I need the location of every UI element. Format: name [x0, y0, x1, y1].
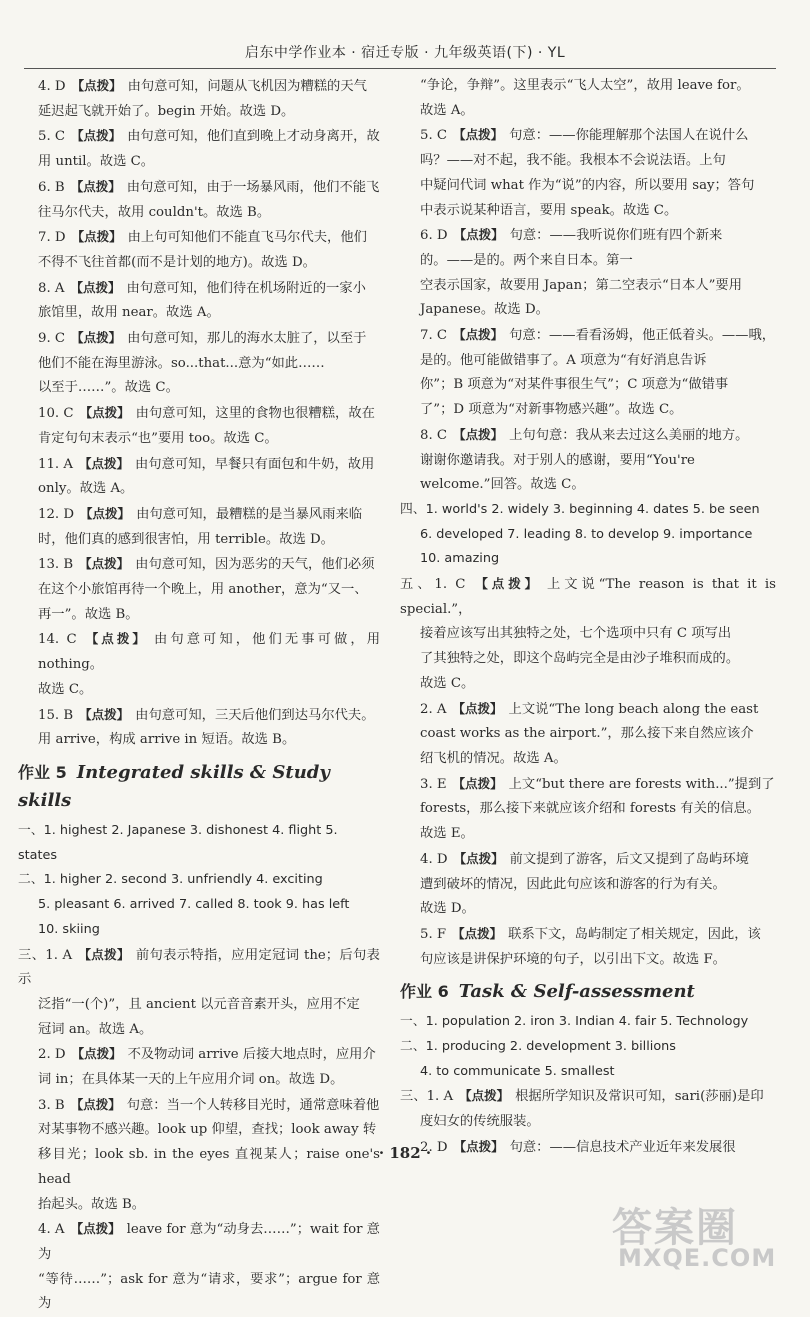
tip-label: 【点拨】 — [71, 229, 122, 245]
tip-label: 【点拨】 — [82, 631, 148, 647]
tip-label: 【点拨】 — [453, 850, 504, 866]
answer-text: 句意：——信息技术产业近年来发展很 — [509, 1139, 736, 1155]
answer-text: 词 in；在具体某一天的上午应用介词 on。故选 D。 — [38, 1072, 344, 1088]
answer-text: 往马尔代夫，故用 couldn't。故选 B。 — [38, 204, 271, 220]
answer-text: 时，他们真的感到很害怕，用 terrible。故选 D。 — [38, 531, 334, 547]
answer-text: forests，那么接下来就应该介绍和 forests 有关的信息。 — [420, 801, 761, 817]
answer-text: 用 arrive，构成 arrive in 短语。故选 B。 — [38, 732, 296, 748]
answer-line — [38, 1093, 380, 1119]
answer-text: 接着应该写出其独特之处，七个选项中只有 C 项写出 — [420, 626, 732, 642]
tip-label: 【点拨】 — [452, 925, 503, 941]
answer-line — [38, 225, 380, 251]
tip-label: 【点拨】 — [471, 576, 542, 592]
tip-label: 【点拨】 — [71, 330, 122, 346]
section-heading — [18, 759, 380, 815]
answer-number: 三、1. A — [400, 1089, 454, 1105]
answer-item — [400, 772, 776, 847]
answer-item — [18, 703, 380, 753]
answer-text: 吗？——对不起，我不能。我根本不会说法语。上句 — [420, 153, 726, 169]
answer-text: 的。——是的。两个来自日本。第一 — [420, 252, 633, 268]
answer-line — [38, 703, 380, 729]
answer-text: 前文提到了游客，后文又提到了岛屿环境 — [509, 851, 749, 867]
answer-number: 6. B — [38, 179, 65, 195]
running-header: 启东中学作业本 · 宿迁专版 · 九年级英语(下) · YL — [244, 45, 566, 61]
tip-label: 【点拨】 — [70, 1221, 121, 1237]
answer-text: 故选 C。 — [420, 675, 475, 691]
answer-line — [38, 74, 380, 100]
answer-item — [18, 1042, 380, 1092]
answer-number: 9. C — [38, 331, 66, 347]
exercise-line: 4. to communicate 5. smallest — [420, 1063, 615, 1079]
answer-number: 11. A — [38, 456, 73, 472]
answer-number: 2. D — [420, 1139, 448, 1155]
answer-line — [420, 423, 776, 449]
watermark-url: MXQE.COM — [618, 1244, 777, 1272]
exercise-line: 5. pleasant 6. arrived 7. called 8. took 9. has left — [38, 897, 350, 913]
answer-text: 句意：——我听说你们班有四个新来 — [509, 228, 723, 244]
answer-text: 由句意可知，他们待在机场附近的一家小 — [126, 280, 366, 296]
answer-line — [38, 326, 380, 352]
answer-text: 上文说“The reason is that it is special.”， — [400, 577, 776, 617]
answer-text: 旅馆里，故用 near。故选 A。 — [38, 305, 220, 321]
answer-line — [38, 552, 380, 578]
answer-text: “争论，争辩”。这里表示“飞人太空”，故用 leave for。 — [420, 78, 750, 93]
answer-number: 6. D — [420, 228, 448, 244]
answer-line — [18, 943, 380, 993]
tip-label: 【点拨】 — [80, 505, 131, 521]
answer-item — [18, 552, 380, 627]
answer-line — [420, 922, 776, 948]
answer-text: 由句意可知，问题从飞机因为糟糕的天气 — [127, 79, 367, 94]
exercise-line: 10. amazing — [420, 551, 500, 567]
answer-item — [18, 225, 380, 275]
answer-number: 5. C — [38, 129, 66, 145]
answer-text: 中表示说某种语言，要用 speak。故选 C。 — [420, 202, 678, 218]
answer-text: coast works as the airport.”，那么接下来自然应该介 — [420, 726, 754, 742]
answer-text: “等待……”；ask for 意为“请求，要求”；argue for 意为 — [38, 1271, 380, 1312]
answer-text: 抬起头。故选 B。 — [38, 1196, 146, 1212]
answer-text: 句应该是讲保护环境的句子，以引出下文。故选 F。 — [420, 951, 726, 967]
answer-item — [18, 943, 380, 1043]
tip-label: 【点拨】 — [71, 78, 122, 93]
answer-item — [18, 74, 380, 124]
right-column — [400, 74, 776, 1161]
answer-text: 上文说“The long beach along the east — [508, 701, 759, 717]
answer-text: 延迟起飞就开始了。begin 开始。故选 D。 — [38, 103, 295, 119]
answer-line — [38, 452, 380, 478]
tip-label: 【点拨】 — [70, 1096, 121, 1112]
answer-text: 故选 E。 — [420, 826, 474, 842]
section-heading — [400, 978, 776, 1006]
answer-line — [38, 502, 380, 528]
answer-item — [400, 223, 776, 323]
answer-text: 中疑问代词 what 作为“说”的内容，所以要用 say；答句 — [420, 177, 755, 193]
answer-text: 你”；B 项意为“对某件事很生气”；C 项意为“做错事 — [420, 377, 729, 393]
answer-number: 4. D — [420, 851, 448, 867]
answer-number: 五、1. C — [400, 577, 466, 593]
answer-item — [400, 423, 776, 498]
answer-text: 冠词 an。故选 A。 — [38, 1021, 153, 1037]
answer-text: 上文“but there are forests with...”提到了 — [508, 776, 775, 792]
answer-text: leave for 意为“动身去……”；wait for 意为 — [38, 1222, 380, 1262]
answer-line — [420, 772, 776, 798]
answer-text: 了其独特之处，即这个岛屿完全是由沙子堆积而成的。 — [420, 651, 740, 667]
tip-label: 【点拨】 — [79, 706, 130, 722]
watermark-logo — [612, 1196, 788, 1276]
answer-item — [18, 1217, 380, 1317]
answer-item — [400, 323, 776, 423]
answer-line — [38, 401, 380, 427]
answer-item — [18, 502, 380, 552]
answer-number: 13. B — [38, 557, 74, 573]
answer-number: 4. A — [38, 1222, 65, 1238]
answer-text: 联系下文，岛屿制定了相关规定，因此，该 — [508, 926, 761, 942]
answer-number: 14. C — [38, 632, 77, 648]
answer-item — [400, 847, 776, 922]
answer-number: 5. F — [420, 926, 447, 942]
answer-text: 他们不能在海里游泳。so...that...意为“如此…… — [38, 355, 325, 371]
exercise-line: 10. skiing — [38, 921, 100, 937]
answer-text: 由句意可知，那儿的海水太脏了，以至于 — [127, 331, 367, 347]
tip-label: 【点拨】 — [453, 127, 504, 143]
answer-text: 对某事物不感兴趣。look up 仰望，查找；look away 转 — [38, 1122, 377, 1138]
tip-label: 【点拨】 — [78, 946, 130, 962]
watermark-text: 答案圈 — [612, 1205, 738, 1251]
answer-number: 2. A — [420, 701, 447, 717]
answer-text: 肯定句句末表示“也”要用 too。故选 C。 — [38, 430, 278, 446]
answer-text: 用 until。故选 C。 — [38, 154, 155, 170]
answer-item — [18, 452, 380, 502]
tip-label: 【点拨】 — [71, 128, 122, 144]
answer-text: 泛指“一(个)”，且 ancient 以元音音素开头，应用不定 — [38, 996, 360, 1012]
answer-line — [38, 1042, 380, 1068]
answer-text: 不得不飞往首都(而不是计划的地方)。故选 D。 — [38, 254, 316, 270]
answer-number: 7. D — [38, 230, 66, 246]
section-title: Task & Self-assessment — [458, 981, 695, 1003]
answer-text: 谢谢你邀请我。对于别人的感谢，要用“You're — [420, 452, 695, 468]
section-title: Integrated skills & Study skills — [18, 761, 330, 811]
answer-text: 在这个小旅馆再待一个晚上，用 another，意为“又一、 — [38, 582, 368, 598]
tip-label: 【点拨】 — [452, 700, 503, 716]
section-label: 作业 5 — [18, 762, 67, 782]
answer-text: 以至于……”。故选 C。 — [38, 380, 179, 396]
answer-line — [38, 627, 380, 677]
answer-line — [420, 123, 776, 149]
tip-label: 【点拨】 — [453, 227, 504, 243]
exercise-line: 四、1. world's 2. widely 3. beginning 4. dates 5. be seen — [400, 501, 760, 517]
exercise-line: 一、1. population 2. iron 3. Indian 4. fair 5. Technology — [400, 1014, 749, 1030]
answer-item — [400, 697, 776, 772]
answer-text: 由句意可知，因为恶劣的天气，他们必须 — [135, 557, 375, 573]
answer-text: 由上句可知他们不能直飞马尔代夫，他们 — [127, 230, 367, 246]
answer-text: 遭到破坏的情况，因此此句应该和游客的行为有关。 — [420, 876, 726, 892]
answer-line — [420, 697, 776, 723]
answer-number: 7. C — [420, 328, 448, 344]
answer-item — [18, 124, 380, 174]
answer-item — [400, 922, 776, 972]
answer-text: 了”；D 项意为“对新事物感兴趣”。故选 C。 — [420, 402, 683, 418]
answer-text: 故选 A。 — [420, 102, 474, 118]
answer-text: 由句意可知，由于一场暴风雨，他们不能飞 — [126, 179, 380, 195]
answer-text: 上句句意：我从来去过这么美丽的地方。 — [509, 427, 749, 443]
answer-number: 2. D — [38, 1047, 66, 1063]
answer-line — [38, 276, 380, 302]
answer-line — [400, 572, 776, 622]
section-label: 作业 6 — [400, 982, 449, 1002]
answer-number: 4. D — [38, 79, 66, 94]
exercise-line: 6. developed 7. leading 8. to develop 9. importance — [420, 526, 753, 542]
answer-text: 由句意可知，他们直到晚上才动身离开，故 — [127, 129, 380, 145]
tip-label: 【点拨】 — [79, 405, 130, 421]
page-number: · 182 · — [378, 1144, 432, 1162]
exercise-line: 二、1. producing 2. development 3. billions — [400, 1039, 676, 1055]
answer-item — [18, 401, 380, 451]
tip-label: 【点拨】 — [71, 1046, 122, 1062]
answer-number: 3. E — [420, 776, 447, 792]
answer-line — [420, 223, 776, 249]
tip-label: 【点拨】 — [453, 1138, 504, 1154]
tip-label: 【点拨】 — [79, 556, 130, 572]
tip-label: 【点拨】 — [453, 327, 504, 343]
tip-label: 【点拨】 — [70, 279, 121, 295]
header-rule — [24, 68, 776, 69]
answer-number: 8. C — [420, 427, 448, 443]
answer-text: only。故选 A。 — [38, 481, 134, 497]
answer-text: 由句意可知，他们无事可做，用 nothing。 — [38, 632, 380, 673]
answer-text: 由句意可知，早餐只有面包和牛奶，故用 — [135, 456, 375, 472]
answer-item — [18, 175, 380, 225]
exercise-line: 一、1. highest 2. Japanese 3. dishonest 4. flight 5. states — [18, 822, 338, 863]
answer-line — [38, 175, 380, 201]
left-column — [18, 74, 380, 1317]
tip-label: 【点拨】 — [70, 178, 121, 194]
answer-text: 故选 C。 — [38, 681, 93, 697]
answer-text: 故选 D。 — [420, 901, 475, 917]
answer-line — [420, 323, 776, 349]
answer-text: 再一”。故选 B。 — [38, 606, 139, 622]
answer-text: 度妇女的传统服装。 — [420, 1114, 540, 1130]
answer-number: 5. C — [420, 128, 448, 144]
answer-text: 由句意可知，这里的食物也很糟糕，故在 — [135, 406, 375, 422]
tip-label: 【点拨】 — [459, 1088, 510, 1104]
answer-item — [400, 1084, 776, 1134]
answer-item — [18, 326, 380, 401]
tip-label: 【点拨】 — [453, 426, 504, 442]
answer-item — [18, 276, 380, 326]
answer-line — [38, 1217, 380, 1267]
answer-text: welcome.”回答。故选 C。 — [420, 477, 585, 493]
answer-number: 3. B — [38, 1097, 65, 1113]
answer-text: 由句意可知，三天后他们到达马尔代夫。 — [135, 707, 375, 723]
answer-line — [38, 124, 380, 150]
answer-number: 15. B — [38, 707, 74, 723]
answer-number: 12. D — [38, 506, 75, 522]
answer-text: 不及物动词 arrive 后接大地点时，应用介 — [127, 1047, 376, 1063]
answer-number: 三、1. A — [18, 947, 73, 963]
answer-text: Japanese。故选 D。 — [420, 302, 549, 318]
answer-text: 由句意可知，最糟糕的是当暴风雨来临 — [136, 506, 363, 522]
answer-line — [420, 847, 776, 873]
answer-text: 前句表示特指，应用定冠词 the；后句表示 — [18, 947, 380, 988]
answer-line — [400, 1084, 776, 1110]
answer-text: 空表示国家，故要用 Japan；第二空表示“日本人”要用 — [420, 277, 743, 293]
answer-item — [400, 123, 776, 223]
tip-label: 【点拨】 — [78, 455, 129, 471]
answer-text: 绍飞机的情况。故选 A。 — [420, 750, 567, 766]
answer-text: 根据所学知识及常识可知，sari(莎丽)是印 — [515, 1089, 764, 1105]
exercise-line: 二、1. higher 2. second 3. unfriendly 4. exciting — [18, 872, 323, 888]
answer-number: 10. C — [38, 406, 74, 422]
answer-item — [18, 627, 380, 702]
answer-number: 8. A — [38, 280, 65, 296]
answer-text: 句意：当一个人转移目光时，通常意味着他 — [126, 1097, 380, 1113]
tip-label: 【点拨】 — [452, 775, 503, 791]
answer-text: 是的。他可能做错事了。A 项意为“有好消息告诉 — [420, 352, 707, 368]
answer-text: 移目光；look sb. in the eyes 直视某人；raise one's head — [38, 1147, 380, 1187]
answer-text: 句意：——你能理解那个法国人在说什么 — [509, 128, 749, 144]
answer-text: 句意：——看看汤姆，他正低着头。——哦， — [509, 328, 776, 344]
answer-item — [400, 572, 776, 697]
